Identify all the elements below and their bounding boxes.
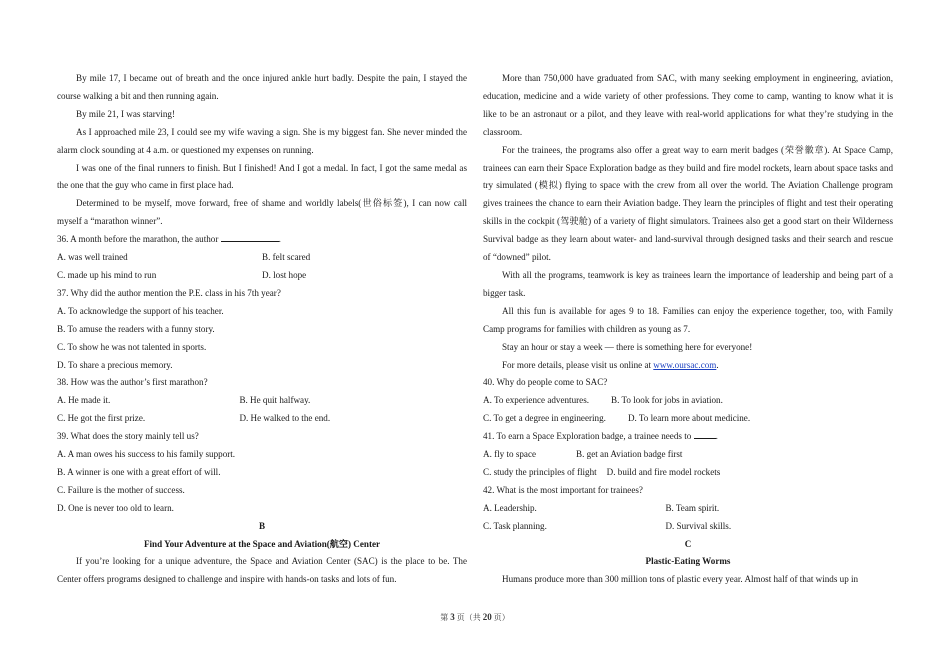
section-b-intro: If you’re looking for a unique adventure, the Space and Aviation Center (SAC) is the place to be. The Center offers programs designed to challenge and inspire with hands-on tasks and lots of fun. (57, 556, 467, 585)
option-b: B. He quit halfway. (239, 395, 311, 406)
option-a: A. To acknowledge the support of his teacher. (57, 305, 224, 316)
question-end: . (715, 431, 718, 442)
section-b-title: Find Your Adventure at the Space and Aviation(航空) Center (143, 538, 381, 549)
story-paragraph: Determined to be myself, move forward, free of shame and worldly labels(世俗标签), I can now call myself a “marathon winner”. (57, 198, 467, 227)
right-column (483, 70, 893, 589)
article-paragraph: For the trainees, the programs also offer a great way to earn merit badges (荣誉徽章). At Space Camp, trainees can earn their Space Exploration badge as they build and fire model rockets, learn about space tasks and try simulated (模拟) flying to space with the crew from all over the world. The Aviation Challenge program gives trainees the chance to earn their Aviation badge. They learn the principles of flight and test their operating skills in the cockpit (驾驶舱) of a variety of flight simulators. Trainees also get a good start on their Wilderness Survival badge as they learn about water- and land-survival through designed tasks and their search and rescue of “downed” pilot. (483, 144, 893, 263)
option-a: A. A man owes his success to his family support. (57, 449, 236, 460)
article-paragraph: Stay an hour or stay a week — there is something here for everyone! (502, 341, 753, 352)
options-row (57, 267, 467, 285)
option-b: B. To look for jobs in aviation. (611, 395, 723, 406)
option-a: A. He made it. (57, 395, 111, 406)
question-stem: 41. To earn a Space Exploration badge, a trainee needs to (483, 431, 692, 442)
options-row (483, 392, 893, 410)
option-d: D. build and fire model rockets (606, 466, 721, 477)
total-pages: 20 (482, 612, 492, 622)
section-c-intro: Humans produce more than 300 million tons of plastic every year. Almost half of that winds up in (502, 574, 859, 585)
article-paragraph: More than 750,000 have graduated from SAC, with many seeking employment in engineering, aviation, education, medicine and a wide variety of other professions. They come to camp, wanting to know what it is like to be an astronaut or a pilot, and they leave with real-world applications for what they’re studying in the classroom. (483, 73, 893, 137)
option-c: C. study the principles of flight (483, 466, 597, 477)
story-paragraph: I was one of the final runners to finish. But I finished! And I got a medal. In fact, I got the same medal as the one that the guy who came in first place had. (57, 162, 467, 191)
option-b: B. A winner is one with a great effort of will. (57, 466, 221, 477)
option-d: D. lost hope (262, 269, 307, 280)
answer-blank (694, 429, 718, 442)
option-b: B. Team spirit. (665, 502, 720, 513)
story-paragraph: By mile 21, I was starving! (76, 108, 176, 119)
option-b: B. get an Aviation badge first (576, 449, 683, 460)
section-b-label: B (258, 520, 266, 531)
footer-middle: 页（共 (456, 613, 481, 622)
option-d: D. One is never too old to learn. (57, 502, 174, 513)
option-d: D. To share a precious memory. (57, 359, 173, 370)
question-end: . (278, 234, 281, 245)
option-c: C. To show he was not talented in sports. (57, 341, 207, 352)
footer-prefix: 第 (440, 613, 449, 622)
footer-suffix: 页） (493, 613, 510, 622)
option-d: D. To learn more about medicine. (627, 413, 751, 424)
current-page-number: 3 (450, 612, 455, 622)
option-b: B. felt scared (262, 252, 311, 263)
website-link[interactable]: www.oursac.com (653, 359, 717, 370)
details-prefix: For more details, please visit us online at (502, 359, 652, 370)
section-c-title: Plastic-Eating Worms (645, 556, 731, 567)
options-row (57, 410, 467, 428)
article-paragraph: With all the programs, teamwork is key as trainees learn the importance of leadership and being part of a bigger task. (483, 269, 893, 298)
question-41 (483, 428, 893, 446)
question-stem: 36. A month before the marathon, the author (57, 234, 219, 245)
option-a: A. Leadership. (483, 502, 537, 513)
options-row (57, 249, 467, 267)
options-row (483, 518, 893, 536)
option-d: D. He walked to the end. (239, 413, 331, 424)
question-37: 37. Why did the author mention the P.E. class in his 7th year? (57, 287, 281, 298)
options-row (57, 392, 467, 410)
left-column (57, 70, 467, 589)
option-c: C. made up his mind to run (57, 269, 157, 280)
details-paragraph (483, 357, 893, 375)
options-row (483, 446, 893, 464)
option-c: C. Task planning. (483, 520, 547, 531)
option-a: A. To experience adventures. (483, 395, 590, 406)
answer-blank (221, 232, 281, 245)
story-paragraph: As I approached mile 23, I could see my wife waving a sign. She is my biggest fan. She never minded the alarm clock sounding at 4 a.m. or questioned my expenses on running. (57, 126, 467, 155)
option-d: D. Survival skills. (665, 520, 732, 531)
option-c: C. To get a degree in engineering. (483, 413, 606, 424)
story-paragraph: By mile 17, I became out of breath and the once injured ankle hurt badly. Despite the pain, I stayed the course walking a bit and then running again. (57, 73, 467, 101)
question-39: 39. What does the story mainly tell us? (57, 431, 199, 442)
options-row (483, 500, 893, 518)
options-row (483, 410, 893, 428)
option-a: A. fly to space (483, 449, 537, 460)
option-a: A. was well trained (57, 252, 128, 263)
details-suffix: . (716, 359, 719, 370)
article-paragraph: All this fun is available for ages 9 to 18. Families can enjoy the experience together, too, with Family Camp programs for families with children as young as 7. (483, 305, 893, 334)
section-c-label: C (684, 538, 692, 549)
question-36 (57, 231, 467, 249)
options-row (483, 464, 893, 482)
option-b: B. To amuse the readers with a funny story. (57, 323, 215, 334)
question-40: 40. Why do people come to SAC? (483, 377, 608, 388)
question-38: 38. How was the author’s first marathon? (57, 377, 208, 388)
question-42: 42. What is the most important for trainees? (483, 484, 643, 495)
page-footer (0, 612, 950, 623)
option-c: C. He got the first prize. (57, 413, 146, 424)
option-c: C. Failure is the mother of success. (57, 484, 185, 495)
